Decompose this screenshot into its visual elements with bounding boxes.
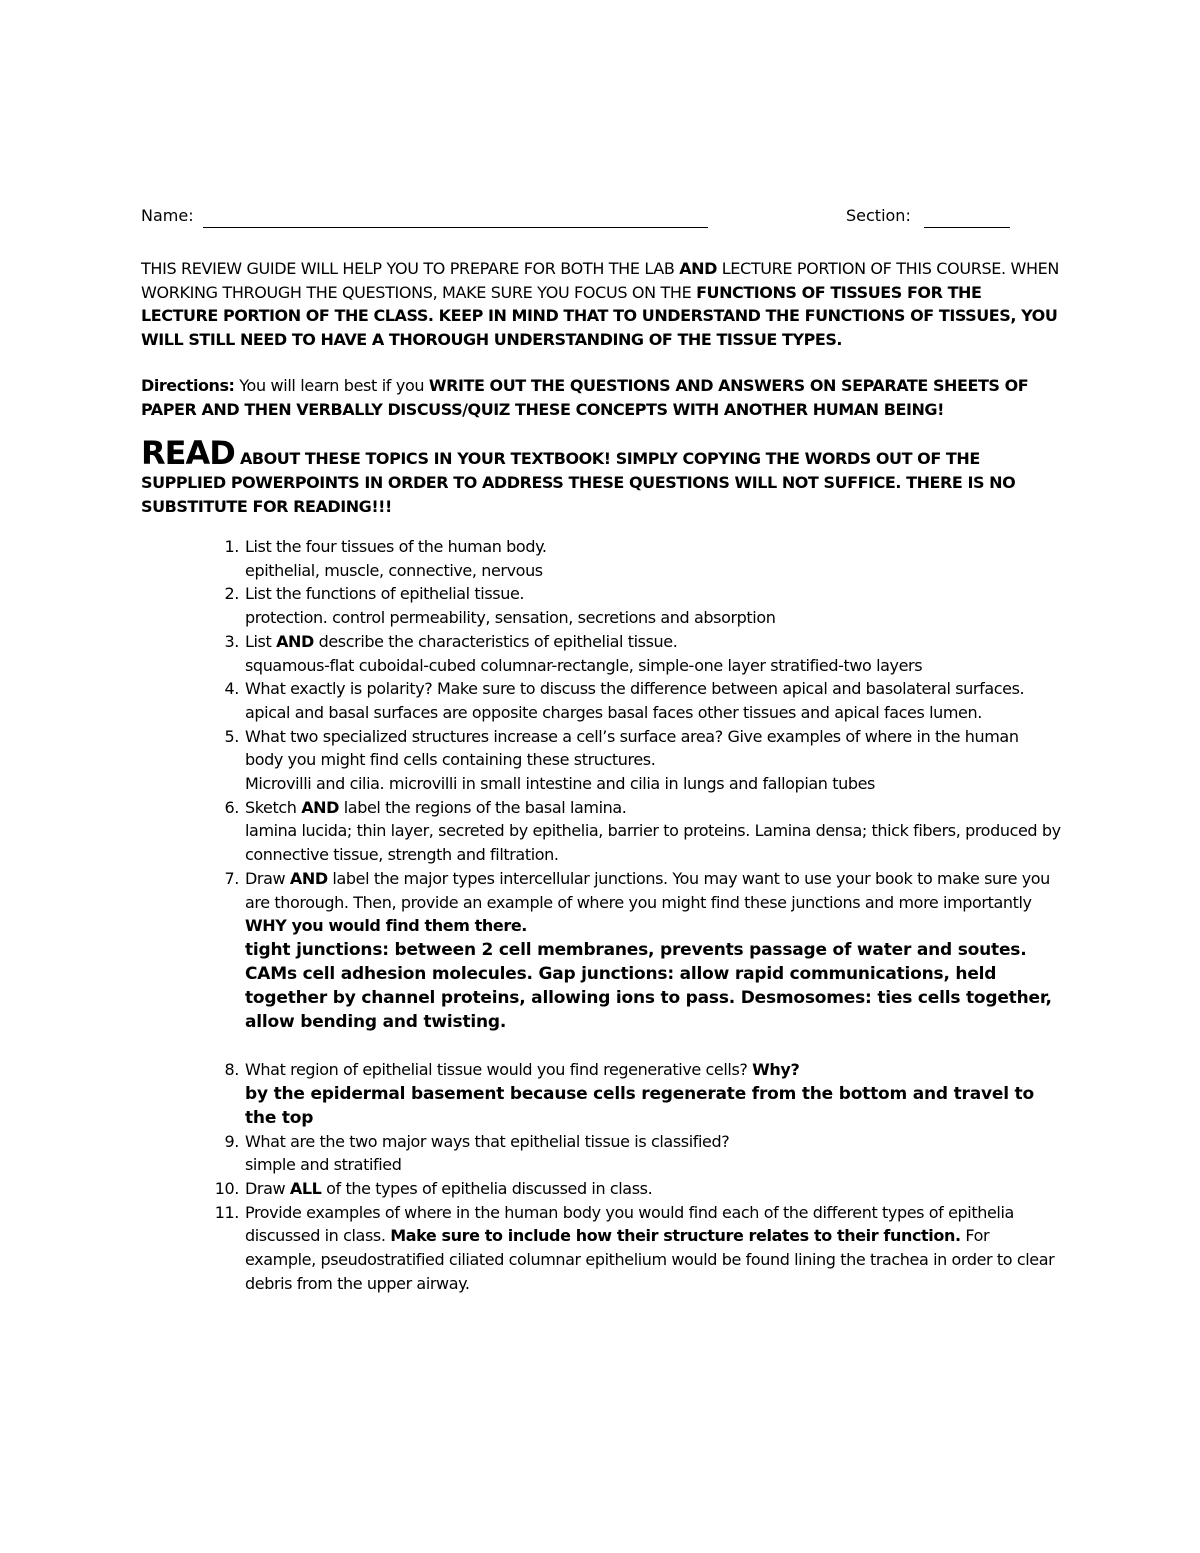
name-label: Name:: [141, 206, 194, 225]
question-number: 4.: [224, 679, 239, 699]
question-number: 6.: [224, 797, 239, 817]
directions-label: Directions:: [141, 376, 235, 395]
question-bold: ALL: [289, 1179, 322, 1199]
question-item: [141, 867, 1061, 1058]
question-bold: AND: [289, 868, 328, 888]
question-number: 5.: [224, 726, 239, 746]
question-text: Draw: [245, 868, 290, 888]
answer-text: squamous-flat cuboidal-cubed columnar-rectangle, simple-one layer stratified-two layers: [245, 655, 923, 675]
question-number: 9.: [224, 1131, 239, 1151]
intro-bold-1: AND: [679, 259, 717, 278]
section-label: Section:: [846, 206, 911, 225]
answer-text: epithelial, muscle, connective, nervous: [245, 560, 543, 580]
question-text: What two specialized structures increase a cell’s surface area? Give examples of where in the human body you might find cells containing these structures.: [245, 726, 1019, 770]
section-blank-line: [924, 227, 1010, 228]
question-text: label the major types intercellular junctions. You may want to use your book to make sure you are thorough. Then, provide an example of where you might find these junctions and more importantly: [245, 868, 1050, 912]
question-text: List the functions of epithelial tissue.: [245, 584, 525, 604]
question-number: 10.: [214, 1179, 239, 1199]
intro-text-2: LECTURE PORTION OF THIS COURSE. WHEN WORKING THROUGH THE QUESTIONS, MAKE SURE YOU FOCUS ON THE: [141, 259, 1060, 302]
question-number: 11.: [214, 1202, 239, 1222]
answer-text: simple and stratified: [245, 1155, 402, 1175]
question-item: [141, 1130, 1061, 1177]
answer-text: by the epidermal basement because cells regenerate from the bottom and travel to the top: [245, 1083, 1034, 1128]
question-number: 2.: [224, 584, 239, 604]
question-text: For example, pseudostratified ciliated columnar epithelium would be found lining the trachea in order to clear debris from the upper airway.: [245, 1226, 1055, 1293]
intro-bold-2: FUNCTIONS OF TISSUES FOR THE LECTURE PORTION OF THE CLASS. KEEP IN MIND THAT TO UNDERSTAND THE FUNCTIONS OF TISSUES, YOU WILL STILL NEED TO HAVE A THOROUGH UNDERSTANDING OF THE TISSUE TYPES.: [141, 282, 1058, 349]
intro-paragraph: [141, 257, 1061, 351]
read-paragraph: [141, 434, 1061, 519]
directions-paragraph: [141, 374, 1061, 421]
question-text: describe the characteristics of epithelial tissue.: [313, 631, 678, 651]
question-item: [141, 535, 1061, 582]
question-text: Provide examples of where in the human body you would find each of the different types of epithelia discussed in class.: [245, 1202, 1014, 1246]
question-number: 3.: [224, 631, 239, 651]
answer-text: tight junctions: between 2 cell membranes, prevents passage of water and soutes. CAMs cell adhesion molecules. Gap junctions: allow rapid communications, held together by channel proteins, allowing ions to pass. Desmosomes: ties cells together, allow bending and twisting.: [245, 939, 1052, 1032]
document-page: [141, 203, 1061, 1296]
question-item: [141, 630, 1061, 677]
question-item: [141, 725, 1061, 796]
spacer: [245, 1034, 1061, 1058]
question-item: [141, 1177, 1061, 1201]
question-number: 8.: [224, 1059, 239, 1079]
name-blank-line: [203, 227, 708, 228]
question-list: [141, 535, 1061, 1296]
question-bold: WHY you would find them there.: [245, 916, 527, 936]
question-item: [141, 796, 1061, 867]
question-item: [141, 677, 1061, 724]
directions-text: You will learn best if you: [234, 376, 429, 395]
read-heading: READ: [141, 434, 235, 472]
question-number: 7.: [224, 868, 239, 888]
answer-text: lamina lucida; thin layer, secreted by epithelia, barrier to proteins. Lamina densa; thick fibers, produced by connective tissue, strength and filtration.: [245, 821, 1061, 865]
question-item: [141, 1201, 1061, 1296]
question-text: Sketch: [245, 797, 302, 817]
answer-text: apical and basal surfaces are opposite charges basal faces other tissues and apical faces lumen.: [245, 702, 982, 722]
question-bold: Why?: [752, 1059, 800, 1079]
question-text: of the types of epithelia discussed in class.: [321, 1179, 653, 1199]
question-bold: AND: [276, 631, 314, 651]
question-bold: AND: [301, 797, 340, 817]
read-text: ABOUT THESE TOPICS IN YOUR TEXTBOOK! SIMPLY COPYING THE WORDS OUT OF THE SUPPLIED POWERPOINTS IN ORDER TO ADDRESS THESE QUESTIONS WILL NOT SUFFICE. THERE IS NO SUBSTITUTE FOR READING!!!: [141, 449, 1016, 516]
question-text: What exactly is polarity? Make sure to discuss the difference between apical and basolateral surfaces.: [245, 679, 1025, 699]
question-item: [141, 582, 1061, 629]
question-item: [141, 1058, 1061, 1130]
answer-text: Microvilli and cilia. microvilli in small intestine and cilia in lungs and fallopian tubes: [245, 774, 875, 794]
intro-text-1: THIS REVIEW GUIDE WILL HELP YOU TO PREPARE FOR BOTH THE LAB: [141, 259, 680, 278]
header-line: [141, 203, 1061, 229]
question-text: What region of epithelial tissue would you find regenerative cells?: [245, 1059, 753, 1079]
question-text: What are the two major ways that epithelial tissue is classified?: [245, 1131, 730, 1151]
answer-text: protection. control permeability, sensation, secretions and absorption: [245, 608, 776, 628]
question-text: List: [245, 631, 277, 651]
question-bold: Make sure to include how their structure relates to their function.: [390, 1226, 961, 1246]
directions-bold: WRITE OUT THE QUESTIONS AND ANSWERS ON SEPARATE SHEETS OF PAPER AND THEN VERBALLY DISCUSS/QUIZ THESE CONCEPTS WITH ANOTHER HUMAN BEING!: [141, 376, 1029, 419]
question-text: List the four tissues of the human body.: [245, 537, 547, 556]
question-text: label the regions of the basal lamina.: [339, 797, 627, 817]
question-number: 1.: [224, 537, 239, 556]
question-text: Draw: [245, 1179, 290, 1199]
